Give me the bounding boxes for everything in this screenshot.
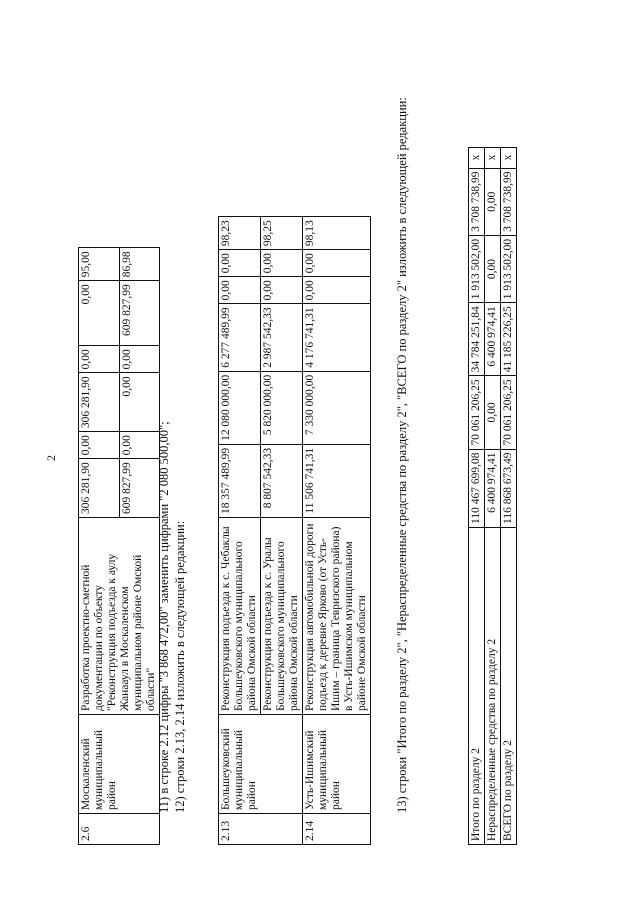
municipal-district: Москаленский муниципальный район bbox=[79, 715, 160, 814]
cell-federal: 0,00 bbox=[485, 376, 501, 449]
cell-regional: 6 400 974,41 bbox=[485, 303, 501, 376]
cell-federal: 5 820 000,00 bbox=[261, 371, 303, 444]
cell-federal: 0,00 bbox=[119, 432, 160, 459]
cell-other: 0,00 bbox=[219, 250, 261, 277]
cell-regional: 6 277 489,99 bbox=[219, 304, 261, 371]
cell-percent: x bbox=[501, 147, 517, 168]
instruction-item-13: 13) строки "Итого по разделу 2", "Нераспределенные средства по разделу 2", "ВСЕГО по разделу 2" изложить в следующей редакции: bbox=[395, 97, 409, 813]
cell-local: 0,00 bbox=[485, 235, 501, 302]
table-rows-2-13-2-14 bbox=[218, 216, 371, 845]
cell-other: 3 708 738,99 bbox=[469, 168, 485, 235]
cell-total: 11 506 741,31 bbox=[303, 444, 371, 517]
cell-other: 609 827,99 bbox=[119, 281, 160, 346]
table-row bbox=[469, 147, 485, 844]
page-number: 2 bbox=[44, 455, 58, 461]
table-row bbox=[79, 248, 120, 845]
cell-other: 0,00 bbox=[79, 281, 120, 346]
total-label: Итого по разделу 2 bbox=[469, 528, 485, 845]
cell-local: 0,00 bbox=[119, 346, 160, 373]
instruction-item-11: 11) в строке 2.12 цифры "3 868 472,00" заменить цифрами "2 080 500,00"; bbox=[157, 421, 171, 813]
cell-percent: x bbox=[485, 147, 501, 168]
cell-percent: 98,13 bbox=[303, 217, 371, 250]
cell-regional: 4 176 741,31 bbox=[303, 304, 371, 371]
cell-federal: 12 080 000,00 bbox=[219, 371, 261, 444]
project-description: Реконструкция подъезда к с. Уралы Большеуковского муниципального района Омской области bbox=[261, 518, 303, 715]
cell-regional: 0,00 bbox=[119, 373, 160, 432]
project-description: Реконструкция подъезда к с. Чебаклы Большеуковского муниципального района Омской области bbox=[219, 518, 261, 715]
cell-regional: 41 185 226,25 bbox=[501, 303, 517, 376]
municipal-district: Усть-Ишимский муниципальный район bbox=[303, 715, 371, 814]
cell-local: 0,00 bbox=[219, 277, 261, 304]
cell-regional: 34 784 251,84 bbox=[469, 303, 485, 376]
cell-federal: 7 330 000,00 bbox=[303, 371, 371, 444]
cell-total: 116 868 673,49 bbox=[501, 449, 517, 527]
cell-regional: 2 987 542,33 bbox=[261, 304, 303, 371]
cell-federal: 70 061 206,25 bbox=[469, 376, 485, 449]
instruction-item-12: 12) строки 2.13, 2.14 изложить в следующей редакции: bbox=[173, 520, 187, 813]
cell-percent: 98,25 bbox=[261, 217, 303, 250]
cell-local: 0,00 bbox=[79, 346, 120, 373]
project-description: Реконструкция автомобильной дороги подъезд к деревне Ярково (от Усть-Ишим – граница Тевризского района) в Усть-Ишимском муниципальном районе Омской области bbox=[303, 518, 371, 715]
cell-total: 306 281,90 bbox=[79, 459, 120, 518]
cell-total: 8 807 542,33 bbox=[261, 444, 303, 517]
table-row bbox=[219, 217, 261, 845]
municipal-district: Большеуковский муниципальный район bbox=[219, 715, 303, 814]
cell-other: 0,00 bbox=[485, 168, 501, 235]
cell-federal: 70 061 206,25 bbox=[501, 376, 517, 449]
cell-federal: 0,00 bbox=[79, 432, 120, 459]
cell-percent: 98,23 bbox=[219, 217, 261, 250]
cell-total: 609 827,99 bbox=[119, 459, 160, 518]
cell-other: 3 708 738,99 bbox=[501, 168, 517, 235]
total-label: Нераспределенные средства по разделу 2 bbox=[485, 528, 501, 845]
cell-local: 0,00 bbox=[261, 277, 303, 304]
table-row bbox=[485, 147, 501, 844]
project-description: Разработка проектно-сметной документации по объекту "Реконструкция подъезда к аулу Жанааул в Москаленском муниципальном районе Омской области" bbox=[79, 518, 160, 715]
cell-other: 0,00 bbox=[261, 250, 303, 277]
cell-total: 6 400 974,41 bbox=[485, 449, 501, 527]
table-row-2-6 bbox=[78, 247, 160, 845]
table-row bbox=[303, 217, 371, 845]
row-number: 2.13 bbox=[219, 814, 303, 845]
table-row bbox=[501, 147, 517, 844]
total-label: ВСЕГО по разделу 2 bbox=[501, 528, 517, 845]
cell-other: 0,00 bbox=[303, 250, 371, 277]
cell-percent: 95,00 bbox=[79, 248, 120, 281]
cell-local: 1 913 502,00 bbox=[469, 235, 485, 302]
cell-percent: x bbox=[469, 147, 485, 168]
cell-total: 18 357 489,99 bbox=[219, 444, 261, 517]
row-number: 2.6 bbox=[79, 814, 160, 845]
cell-percent: 86,98 bbox=[119, 248, 160, 281]
table-section-2-totals bbox=[468, 147, 517, 845]
row-number: 2.14 bbox=[303, 814, 371, 845]
cell-regional: 306 281,90 bbox=[79, 373, 120, 432]
cell-local: 1 913 502,00 bbox=[501, 235, 517, 302]
cell-total: 110 467 699,08 bbox=[469, 449, 485, 527]
cell-local: 0,00 bbox=[303, 277, 371, 304]
